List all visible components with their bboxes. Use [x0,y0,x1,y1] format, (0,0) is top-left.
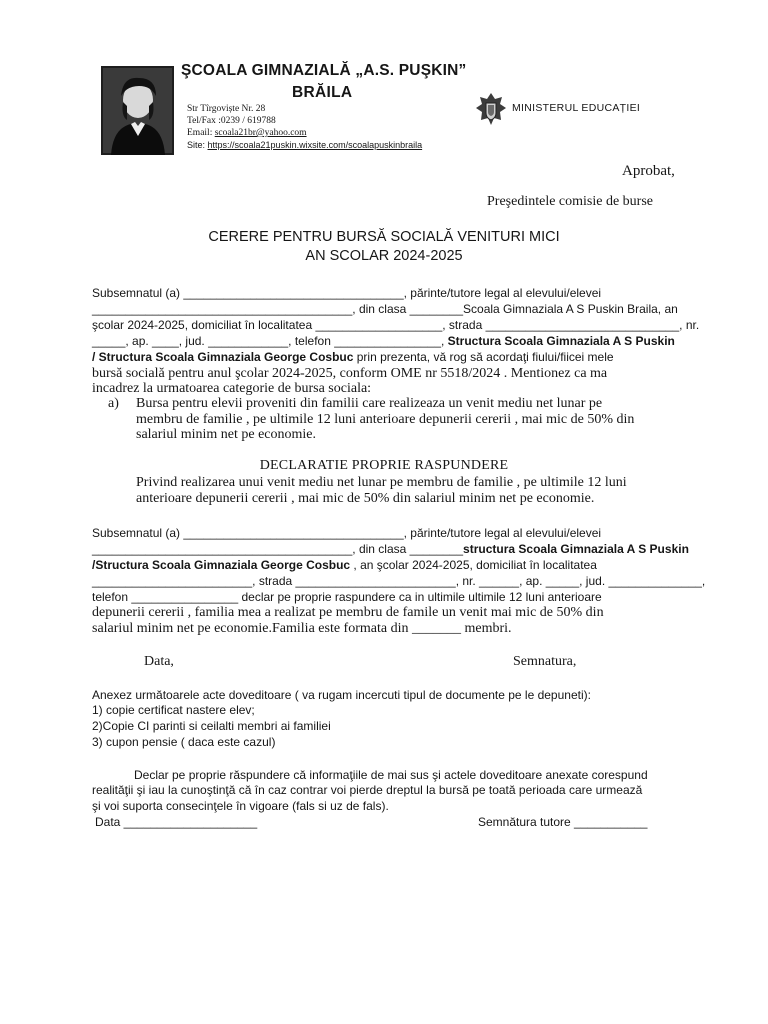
declaration-line-6: depunerii cererii , familia mea a realizat pe membru de famile un venit mai mic de 50% din [92,605,604,620]
request-structure-cosbuc: / Structura Scoala Gimnaziala George Cosbuc [92,350,354,364]
final-statement-line-2: realităţii şi iau la cunoştinţă că în caz contrar voi pierde dreptul la bursă pe toată perioada care urmează [92,783,643,797]
request-line-3: şcolar 2024-2025, domiciliat în localitatea ___________________, strada _____________________________, nr. [92,318,700,332]
category-item-marker: a) [108,396,119,411]
category-item-line-3: salariul minim net pe economie. [136,427,317,442]
declaration-structure-cosbuc: /Structura Scoala Gimnaziala George Cosbuc [92,558,351,572]
school-portrait-image [101,66,174,155]
document-subtitle: AN SCOLAR 2024-2025 [305,248,463,264]
declaration-signature-label: Semnatura, [513,654,577,669]
school-phone: Tel/Fax :0239 / 619788 [187,116,276,126]
site-label: Site: [187,140,208,150]
annex-intro: Anexez următoarele acte doveditoare ( va rugam incercuti tipul de documente pe le depuneti): [92,688,591,702]
document-title: CERERE PENTRU BURSĂ SOCIALĂ VENITURI MICI [208,229,560,245]
ministry-coat-of-arms-icon [474,91,508,127]
ministry-name: MINISTERUL EDUCAȚIEI [512,102,641,114]
approved-label: Aprobat, [622,163,675,179]
declaration-line-1: Subsemnatul (a) _________________________________, părinte/tutore legal al elevului/elevei [92,526,602,540]
school-address: Str Tîrgoviște Nr. 28 [187,104,266,114]
school-name: ŞCOALA GIMNAZIALĂ „A.S. PUŞKIN” [181,62,467,79]
declaration-subtitle-line-1: Privind realizarea unui venit mediu net lunar pe membru de familie , pe ultimile 12 luni [136,475,627,490]
declaration-line-3 [92,558,597,572]
declaration-line-2 [92,542,689,556]
declaration-line-5: telefon ________________ declar pe proprie raspundere ca in ultimile ultimile 12 luni anterioare [92,590,602,604]
annex-item-1: 1) copie certificat nastere elev; [92,703,255,717]
final-statement-line-3: şi voi suporta consecinţele în vigoare (fals si uz de fals). [92,799,389,813]
request-line-7: incadrez la urmatoarea categorie de bursa sociala: [92,381,372,396]
category-item-line-1: Bursa pentru elevii proveniti din familii care realizeaza un venit mediu net lunar pe [136,396,603,411]
final-date-field: Data ____________________ [95,815,258,829]
guardian-signature-field: Semnătura tutore ___________ [478,815,648,829]
request-line-1: Subsemnatul (a) _________________________________, părinte/tutore legal al elevului/elevei [92,286,602,300]
declaration-title: DECLARATIE PROPRIE RASPUNDERE [259,458,509,473]
declaration-subtitle-line-2: anterioare depunerii cererii , mai mic de 50% din salariul minim net pe economie. [136,491,595,506]
request-line-4-text: _____, ap. ____, jud. ____________, telefon ________________, [92,334,448,348]
declaration-date-label: Data, [144,654,174,669]
final-statement-line-1: Declar pe proprie răspundere că informaţiile de mai sus şi actele doveditoare anexate corespund [134,768,648,782]
email-label: Email: [187,128,215,138]
declaration-line-2-text: _______________________________________, din clasa ________ [92,542,464,556]
request-line-5-text: prin prezenta, vă rog să acordaţi fiului/fiicei mele [353,350,614,364]
school-site-line [187,140,422,150]
declaration-structure-puskin: structura Scoala Gimnaziala A S Puskin [463,542,689,556]
school-city: BRĂILA [292,84,353,101]
annex-item-2: 2)Copie CI parinti si ceilalti membri ai familiei [92,719,331,733]
declaration-line-7: salariul minim net pe economie.Familia este formata din _______ membri. [92,621,512,636]
request-line-4 [92,334,675,348]
email-link[interactable]: scoala21br@yahoo.com [214,128,307,138]
commission-president-label: Preşedintele comisie de burse [487,194,654,209]
request-line-5 [92,350,614,364]
declaration-line-4: ________________________, strada ________________________, nr. ______, ap. _____, jud. ______________, [92,574,706,588]
school-email-line [187,128,307,138]
request-line-6: bursă socială pentru anul şcolar 2024-2025, conform OME nr 5518/2024 . Mentionez ca ma [92,366,608,381]
request-line-2: _______________________________________, din clasa ________Scoala Gimnaziala A S Puskin Braila, an [92,302,678,316]
request-structure-puskin: Structura Scoala Gimnaziala A S Puskin [447,334,675,348]
site-link[interactable]: https://scoala21puskin.wixsite.com/scoalapuskinbraila [207,140,423,150]
category-item-line-2: membru de familie , pe ultimile 12 luni anterioare depunerii cererii , mai mic de 50% din [136,412,635,427]
declaration-line-3-text: , an şcolar 2024-2025, domiciliat în localitatea [350,558,597,572]
annex-item-3: 3) cupon pensie ( daca este cazul) [92,735,276,749]
